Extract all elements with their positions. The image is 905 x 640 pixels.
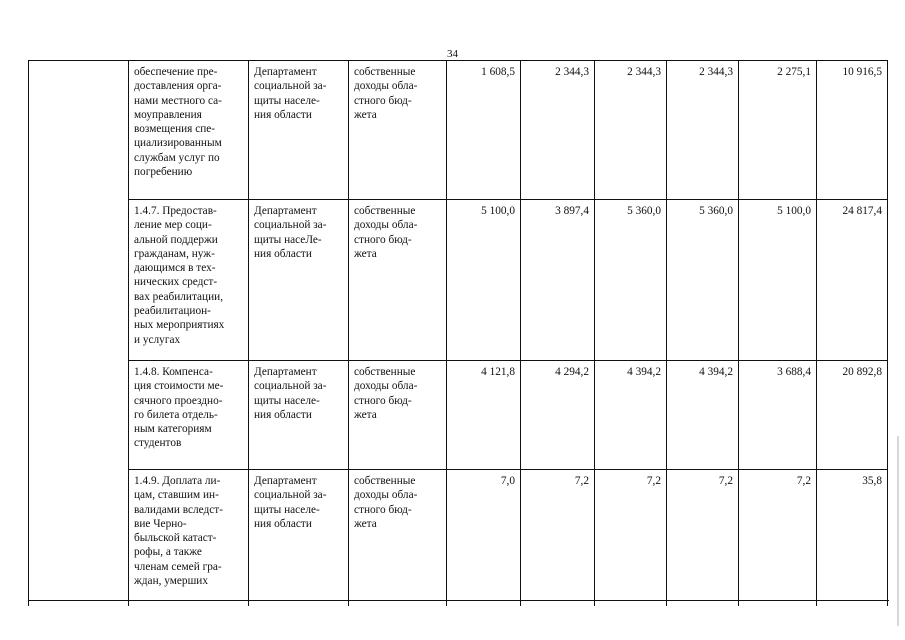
year-value: 4 394,2 <box>667 361 739 470</box>
measure-description-line: сячного проездно- <box>134 394 223 407</box>
responsible-department-line: Департамент <box>254 475 317 487</box>
funding-source <box>349 61 447 200</box>
measure-description-line: ных мероприятиях <box>134 319 225 332</box>
empty-cell <box>29 361 129 470</box>
measure-description-line: и услугах <box>134 333 181 346</box>
funding-source-line: жета <box>354 517 377 530</box>
funding-source <box>349 200 447 361</box>
empty-cell <box>29 200 129 361</box>
year-value: 5 360,0 <box>667 200 739 361</box>
year-value: 7,2 <box>595 470 667 607</box>
year-value: 5 100,0 <box>739 200 817 361</box>
measure-description-line: доставления орга- <box>134 80 222 93</box>
measure-description-line: вие Черно- <box>134 517 187 530</box>
table-row <box>29 61 888 200</box>
measure-description-line: 1.4.7. Предостав- <box>134 205 217 217</box>
table-body <box>29 61 888 607</box>
responsible-department-line: социальной за- <box>254 489 327 502</box>
funding-source-line: стного бюд- <box>354 394 412 407</box>
measure-description-line: быльской катаст- <box>134 532 217 545</box>
responsible-department-line: ния области <box>254 517 312 530</box>
measure-description-line: погребению <box>134 166 193 179</box>
total-value: 24 817,4 <box>817 200 888 361</box>
responsible-department-line: социальной за- <box>254 80 327 93</box>
measure-description-line: нических средст- <box>134 276 218 289</box>
funding-source <box>349 361 447 470</box>
measure-description <box>129 361 249 470</box>
measure-description-line: альной поддержи <box>134 233 218 246</box>
table-row <box>29 470 888 607</box>
table-row <box>29 200 888 361</box>
funding-source <box>349 470 447 607</box>
scan-edge-mark <box>897 436 899 626</box>
year-value: 7,2 <box>521 470 595 607</box>
measure-description-line: возмещения спе- <box>134 123 216 136</box>
responsible-department-line: Департамент <box>254 366 317 378</box>
measure-description-line: службам услуг по <box>134 151 220 164</box>
measure-description <box>129 200 249 361</box>
funding-source-line: жета <box>354 247 377 260</box>
responsible-department <box>249 200 349 361</box>
year-value: 2 344,3 <box>595 61 667 200</box>
total-value: 35,8 <box>817 470 888 607</box>
measure-description-line: нами местного са- <box>134 94 222 107</box>
funding-source-line: собственные <box>354 205 416 217</box>
year-value: 3 688,4 <box>739 361 817 470</box>
measure-description-line: обеспечение пре- <box>134 66 218 78</box>
measure-description-line: ным категориям <box>134 423 212 436</box>
funding-source-line: собственные <box>354 66 416 78</box>
year-value: 5 100,0 <box>447 200 521 361</box>
year-value: 4 294,2 <box>521 361 595 470</box>
responsible-department-line: ния области <box>254 247 312 260</box>
measure-description-line: 1.4.8. Компенса- <box>134 366 213 378</box>
table-row <box>29 361 888 470</box>
funding-source-line: стного бюд- <box>354 94 412 107</box>
measure-description-line: вах реабилитации, <box>134 290 224 303</box>
funding-source-line: доходы обла- <box>354 80 418 93</box>
responsible-department-line: социальной за- <box>254 219 327 232</box>
measure-description-line: дающимся в тех- <box>134 262 216 275</box>
responsible-department <box>249 470 349 607</box>
measure-description-line: членам семей гра- <box>134 560 222 573</box>
measure-description-line: рофы, а также <box>134 546 202 559</box>
funding-source-line: жета <box>354 108 377 121</box>
total-value: 10 916,5 <box>817 61 888 200</box>
measure-description-line: моуправления <box>134 108 202 121</box>
funding-source-line: доходы обла- <box>354 489 418 502</box>
total-value: 20 892,8 <box>817 361 888 470</box>
year-value: 7,2 <box>739 470 817 607</box>
measure-description-line: гражданам, нуж- <box>134 247 215 260</box>
responsible-department-line: Департамент <box>254 205 317 217</box>
funding-source-line: стного бюд- <box>354 233 412 246</box>
responsible-department <box>249 361 349 470</box>
measure-description-line: реабилитацион- <box>134 305 211 318</box>
responsible-department-line: щиты населе- <box>254 503 320 516</box>
responsible-department-line: щиты населе- <box>254 94 320 107</box>
funding-source-line: собственные <box>354 366 416 378</box>
responsible-department-line: Департамент <box>254 66 317 78</box>
measure-description-line: валидами вследст- <box>134 503 224 516</box>
measure-description-line: 1.4.9. Доплата ли- <box>134 475 221 487</box>
funding-source-line: доходы обла- <box>354 380 418 393</box>
responsible-department-line: социальной за- <box>254 380 327 393</box>
responsible-department-line: щиты насеЛе- <box>254 233 322 246</box>
measure-description-line: ление мер соци- <box>134 219 212 232</box>
measure-description-line: ция стоимости ме- <box>134 380 224 393</box>
year-value: 2 275,1 <box>739 61 817 200</box>
funding-source-line: жета <box>354 408 377 421</box>
responsible-department-line: ния области <box>254 108 312 121</box>
page-number: 34 <box>447 48 458 60</box>
year-value: 7,0 <box>447 470 521 607</box>
measure-description-line: студентов <box>134 437 182 450</box>
funding-source-line: собственные <box>354 475 416 487</box>
year-value: 2 344,3 <box>521 61 595 200</box>
funding-source-line: стного бюд- <box>354 503 412 516</box>
year-value: 3 897,4 <box>521 200 595 361</box>
empty-cell <box>29 470 129 607</box>
responsible-department-line: ния области <box>254 408 312 421</box>
year-value: 2 344,3 <box>667 61 739 200</box>
measure-description <box>129 61 249 200</box>
year-value: 7,2 <box>667 470 739 607</box>
responsible-department <box>249 61 349 200</box>
measure-description-line: го билета отдель- <box>134 408 218 421</box>
year-value: 4 121,8 <box>447 361 521 470</box>
measure-description <box>129 470 249 607</box>
responsible-department-line: щиты населе- <box>254 394 320 407</box>
measure-description-line: ждан, умерших <box>134 575 208 588</box>
budget-table <box>28 60 888 606</box>
year-value: 5 360,0 <box>595 200 667 361</box>
measure-description-line: циализированным <box>134 137 222 150</box>
year-value: 4 394,2 <box>595 361 667 470</box>
empty-cell <box>29 61 129 200</box>
table-bottom-rule <box>28 600 889 601</box>
measure-description-line: цам, ставшим ин- <box>134 489 219 502</box>
funding-source-line: доходы обла- <box>354 219 418 232</box>
year-value: 1 608,5 <box>447 61 521 200</box>
